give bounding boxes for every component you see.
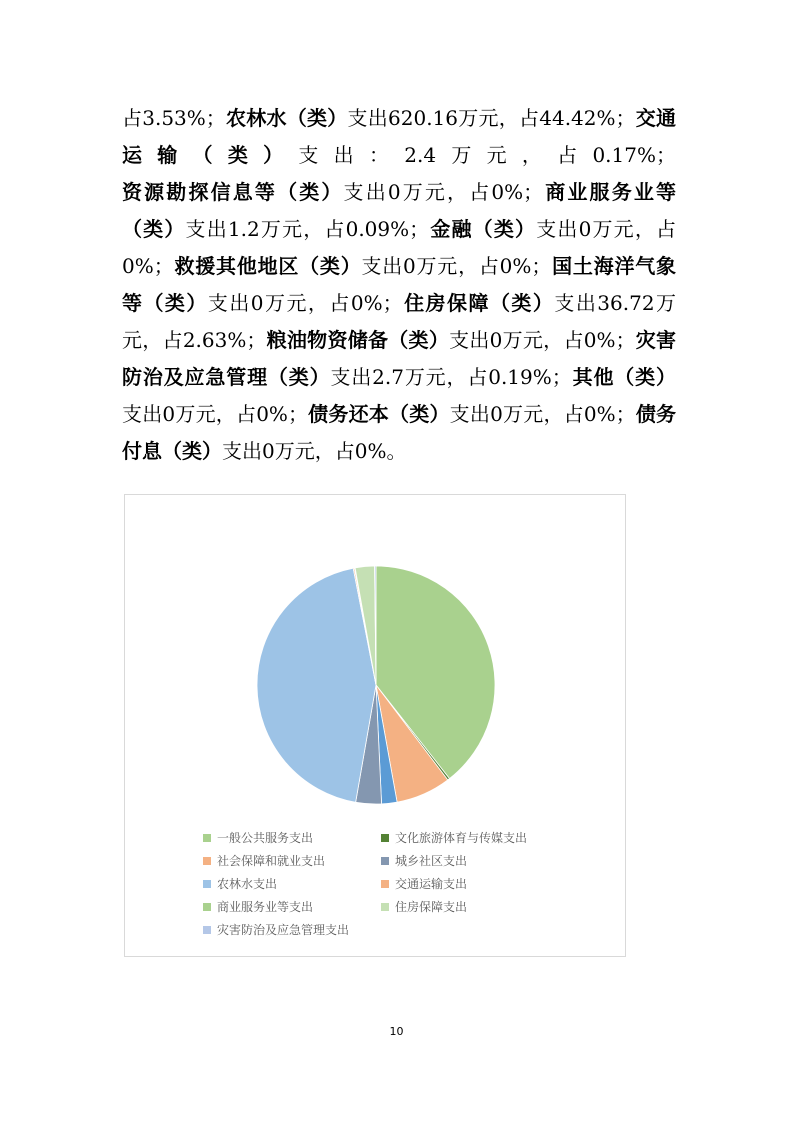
category-amount: 支出0万元，占0%； [449,328,636,352]
category-amount: 支出2.7万元，占0.19%； [330,365,572,389]
category-name: 粮油物资储备（类） [266,328,450,352]
page-number: 10 [389,1025,404,1038]
category-name: 债务付息（类） [122,402,677,463]
legend-label: 农林水支出 [217,877,278,891]
legend-swatch [381,880,389,888]
legend-label: 商业服务业等支出 [217,900,314,914]
legend-item [381,875,467,892]
category-name: 债务还本（类） [307,402,450,426]
category-amount: 支出：2.4万元，占0.17%； [298,143,676,167]
category-amount: 支出0万元，占0%； [361,254,552,278]
category-name: 住房保障（类） [402,291,555,315]
category-name: 资源勘探信息等（类） [122,180,344,204]
legend-swatch [203,903,211,911]
category-name: 其他（类） [571,365,677,389]
category-amount: 支出36.72万元，占2.63%； [122,291,677,352]
pie-chart-frame [124,494,626,957]
category-amount: 支出1.2万元，占0.09%； [185,217,430,241]
category-amount: 支出620.16万元，占44.42%； [347,106,636,130]
legend-label: 社会保障和就业支出 [217,854,326,868]
category-name: 商业服务业等（类） [122,180,677,241]
category-amount: 支出0万元，占0%。 [222,439,407,463]
legend-item [381,829,527,846]
legend-swatch [203,857,211,865]
body-paragraph [122,100,676,470]
category-name: 救援其他地区（类） [173,254,362,278]
category-amount: 支出0万元，占0%； [343,180,544,204]
legend-label: 文化旅游体育与传媒支出 [395,831,528,845]
category-amount: 支出0万元，占0%； [122,402,308,426]
legend-item [381,852,467,869]
legend-item [203,829,313,846]
legend-label: 灾害防治及应急管理支出 [217,923,350,937]
legend-swatch [381,857,389,865]
legend-swatch [203,926,211,934]
category-amount: 占3.53%； [122,106,226,130]
category-amount: 支出0万元，占0%； [207,291,403,315]
legend-swatch [203,834,211,842]
legend-label: 住房保障支出 [395,900,468,914]
legend-label: 交通运输支出 [395,877,468,891]
legend-item [203,898,313,915]
legend-swatch [381,834,389,842]
category-name: 灾害防治及应急管理（类） [122,328,677,389]
legend-label: 城乡社区支出 [395,854,468,868]
category-amount: 支出0万元，占0%； [122,217,677,278]
category-name: 农林水（类） [225,106,348,130]
legend-label: 一般公共服务支出 [217,831,314,845]
pie-slice [257,568,376,802]
pie-chart [125,495,625,825]
category-name: 国土海洋气象等（类） [122,254,677,315]
legend-item [203,875,277,892]
legend-item [203,921,349,938]
category-name: 金融（类） [429,217,537,241]
category-amount: 支出0万元，占0%； [449,402,636,426]
legend-item [381,898,467,915]
category-name: 交通运输（类） [122,106,677,167]
legend-swatch [381,903,389,911]
legend-item [203,852,325,869]
legend-swatch [203,880,211,888]
